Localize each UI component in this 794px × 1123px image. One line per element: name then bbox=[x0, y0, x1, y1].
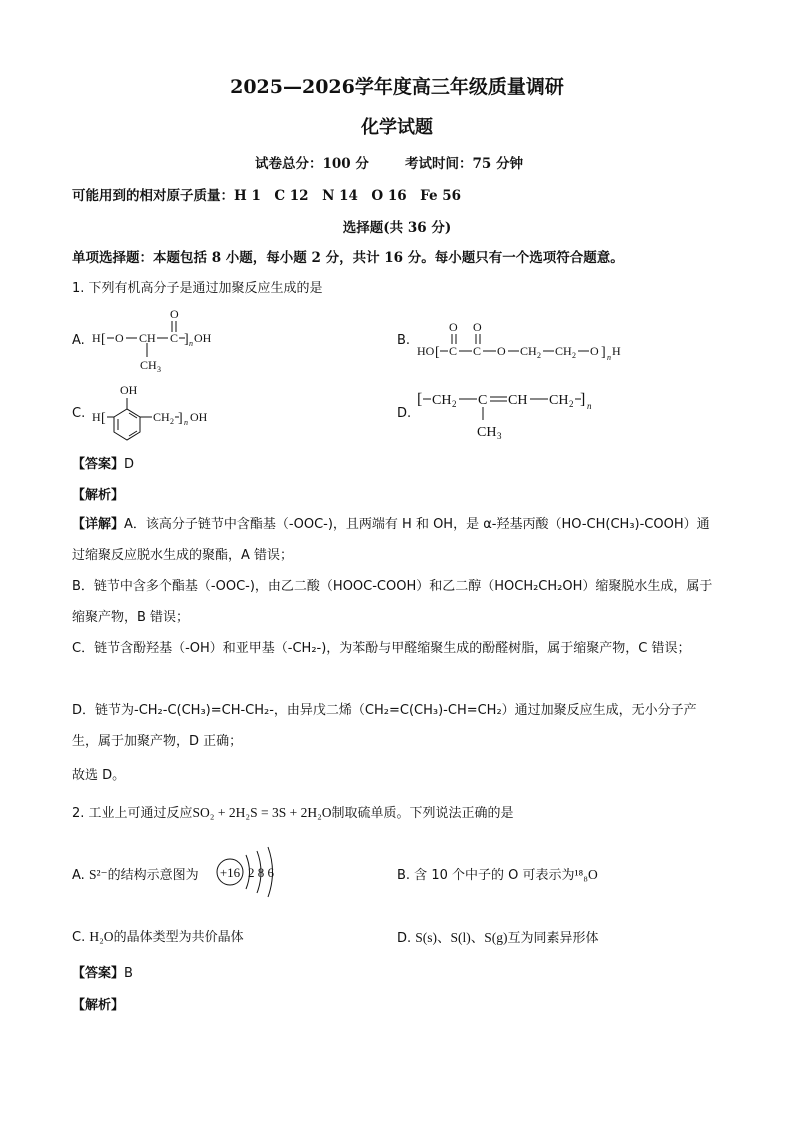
svg-text:OH: OH bbox=[194, 331, 212, 345]
q2-option-d-text: 互为同素异形体 bbox=[507, 931, 599, 946]
q2-answer bbox=[72, 962, 133, 981]
exam-title: 2025—2026学年度高三年级质量调研 bbox=[230, 76, 564, 98]
svg-text:O: O bbox=[449, 320, 458, 334]
svg-text:3: 3 bbox=[157, 365, 161, 374]
svg-text:CH: CH bbox=[555, 344, 572, 358]
svg-text:H: H bbox=[92, 410, 101, 424]
q2-option-a-text: 的结构示意图为 bbox=[107, 868, 199, 883]
q2-stem bbox=[72, 802, 514, 821]
q2-option-c-label: C. bbox=[72, 930, 90, 945]
svg-text:O: O bbox=[170, 307, 179, 321]
q2-option-c-text: 的晶体类型为共价晶体 bbox=[113, 930, 244, 945]
exam-subtitle: 化学试题 bbox=[361, 117, 433, 138]
q1-option-d-label: D. bbox=[397, 406, 412, 421]
q2-option-b-text: B. 含 10 个中子的 O 可表示为 bbox=[397, 868, 575, 883]
q1-stem: 1. 下列有机高分子是通过加聚反应生成的是 bbox=[72, 281, 323, 296]
section-instructions: 单项选择题：本题包括 8 小题，每小题 2 分，共计 16 分。每小题只有一个选项符合题意。 bbox=[72, 250, 624, 266]
q1-answer-value: D bbox=[124, 457, 135, 472]
q2-answer-tag: 【答案】 bbox=[72, 966, 125, 981]
q2-option-d bbox=[397, 926, 599, 946]
svg-text:CH: CH bbox=[140, 358, 157, 372]
svg-text:C: C bbox=[478, 393, 488, 408]
svg-text:CH: CH bbox=[549, 393, 569, 408]
atomic-masses: 可能用到的相对原子质量：H 1 C 12 N 14 O 16 Fe 56 bbox=[72, 188, 462, 204]
svg-text:CH: CH bbox=[508, 393, 528, 408]
q1-analysis-tag: 【解析】 bbox=[72, 488, 125, 503]
q2-option-c-formula: H₂O bbox=[89, 929, 114, 944]
svg-text:2: 2 bbox=[170, 417, 174, 426]
q1-option-d-structure bbox=[415, 382, 615, 442]
svg-text:3: 3 bbox=[497, 431, 502, 441]
q1-answer-tag: 【答案】 bbox=[72, 457, 125, 472]
q1-conclusion: 故选 D。 bbox=[72, 768, 126, 783]
total-score: 试卷总分：100 分 bbox=[255, 156, 369, 172]
section-title: 选择题(共 36 分) bbox=[342, 220, 452, 236]
q1-option-c-label: C. bbox=[72, 406, 86, 421]
q2-option-d-forms: S(s)、S(l)、S(g) bbox=[415, 930, 508, 945]
q1-option-a-label: A. bbox=[72, 333, 85, 348]
sulfide-ion-structure-diagram bbox=[213, 845, 293, 900]
svg-text:]: ] bbox=[184, 332, 189, 347]
q1-option-b-label: B. bbox=[397, 333, 411, 348]
svg-text:2: 2 bbox=[452, 399, 457, 409]
svg-text:HO: HO bbox=[417, 344, 435, 358]
q1-detail-d: D．链节为-CH₂-C(CH₃)=CH-CH₂-，由异戊二烯（CH₂=C(CH₃)-CH=CH₂）通过加聚反应生成，无小分子产生，属于加聚产物，D 正确； bbox=[72, 703, 697, 749]
q1-detail-b: B．链节中含多个酯基（-OOC-)，由乙二酸（HOOC-COOH）和乙二醇（HOCH₂CH₂OH）缩聚脱水生成，属于缩聚产物，B 错误； bbox=[72, 579, 713, 625]
q2-option-d-label: D. bbox=[397, 931, 416, 946]
svg-text:n: n bbox=[607, 353, 611, 362]
q1-option-c-structure bbox=[90, 380, 240, 442]
q1-detail-a bbox=[72, 509, 722, 571]
q1-answer bbox=[72, 453, 134, 472]
svg-text:[: [ bbox=[417, 391, 423, 408]
q2-option-a-label: A. bbox=[72, 868, 89, 883]
q2-stem-pre: 2. 工业上可通过反应 bbox=[72, 806, 193, 821]
q1-detail-c: C．链节含酚羟基（-OH）和亚甲基（-CH₂-)，为苯酚与甲醛缩聚生成的酚醛树脂，属于缩聚产物，C 错误； bbox=[72, 641, 691, 656]
svg-text:CH: CH bbox=[139, 331, 156, 345]
svg-text:CH: CH bbox=[153, 410, 170, 424]
q1-detail-tag: 【详解】 bbox=[72, 517, 125, 532]
q1-detail-a-text: A．该高分子链节中含酯基（-OOC-)，且两端有 H 和 OH，是 α-羟基丙酸（HO-CH(CH₃)-COOH）通过缩聚反应脱水生成的聚酯，A 错误； bbox=[72, 517, 710, 563]
q2-option-a bbox=[72, 864, 199, 883]
q2-option-a-ion: S²⁻ bbox=[88, 867, 108, 882]
svg-text:OH: OH bbox=[120, 383, 138, 397]
svg-text:[: [ bbox=[435, 345, 440, 360]
svg-text:O: O bbox=[473, 320, 482, 334]
svg-text:O: O bbox=[590, 344, 599, 358]
svg-text:OH: OH bbox=[190, 410, 208, 424]
q1-option-b-structure bbox=[415, 315, 645, 365]
q1-option-a-structure bbox=[90, 305, 240, 375]
svg-text:2: 2 bbox=[569, 399, 574, 409]
svg-text:[: [ bbox=[101, 332, 106, 347]
svg-text:n: n bbox=[189, 339, 193, 348]
svg-text:H: H bbox=[92, 331, 101, 345]
svg-text:C: C bbox=[170, 331, 179, 345]
svg-text:CH: CH bbox=[432, 393, 452, 408]
q2-option-b-isotope: ¹⁸₈O bbox=[574, 867, 598, 882]
svg-text:O: O bbox=[497, 344, 506, 358]
q2-option-b bbox=[397, 864, 598, 883]
svg-text:n: n bbox=[587, 401, 592, 411]
svg-text:O: O bbox=[115, 331, 124, 345]
q2-analysis-tag: 【解析】 bbox=[72, 998, 125, 1013]
svg-text:C: C bbox=[449, 344, 458, 358]
q2-answer-value: B bbox=[124, 966, 133, 981]
svg-text:C: C bbox=[473, 344, 482, 358]
svg-text:]: ] bbox=[601, 345, 606, 360]
svg-text:CH: CH bbox=[477, 425, 497, 440]
q2-stem-post: 制取硫单质。下列说法正确的是 bbox=[331, 806, 514, 821]
electron-shells: 2 8 6 bbox=[248, 865, 274, 880]
svg-text:2: 2 bbox=[537, 351, 541, 360]
svg-text:H: H bbox=[612, 344, 621, 358]
svg-text:]: ] bbox=[580, 391, 586, 408]
nucleus-charge: +16 bbox=[219, 865, 241, 880]
svg-text:[: [ bbox=[101, 411, 106, 426]
q2-equation: SO₂ + 2H₂S = 3S + 2H₂O bbox=[192, 805, 332, 820]
svg-text:CH: CH bbox=[520, 344, 537, 358]
svg-text:]: ] bbox=[178, 411, 183, 426]
exam-time: 考试时间：75 分钟 bbox=[405, 156, 523, 172]
q2-option-c bbox=[72, 926, 244, 945]
svg-text:2: 2 bbox=[572, 351, 576, 360]
svg-text:n: n bbox=[184, 418, 188, 427]
